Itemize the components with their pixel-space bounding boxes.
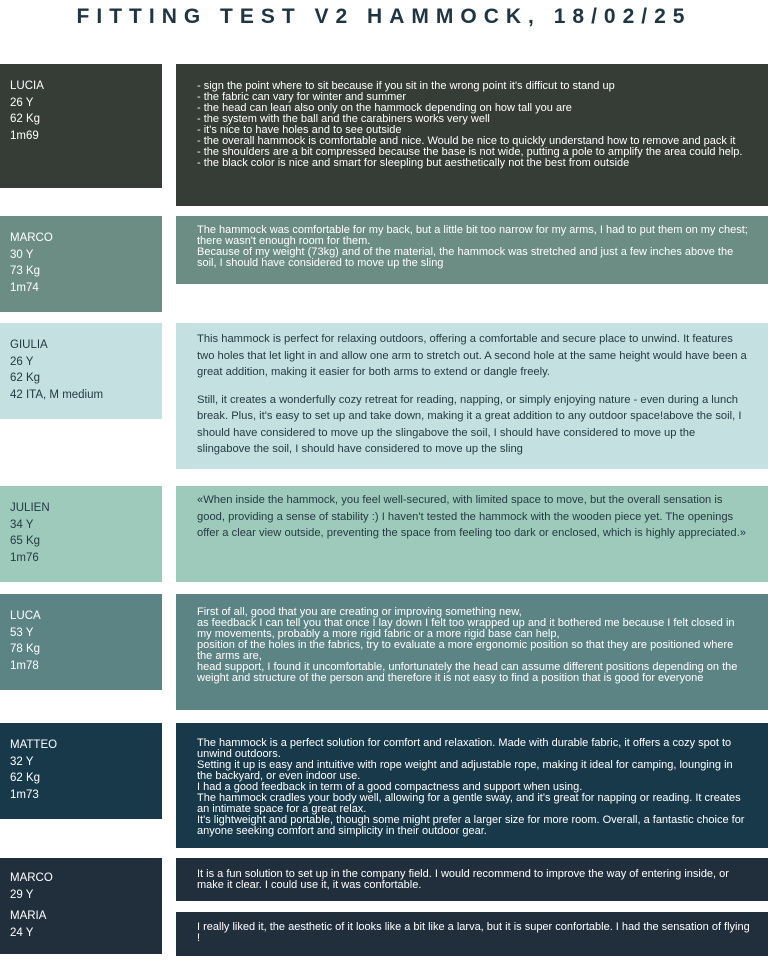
feedback-line: I really liked it, the aesthetic of it looks like a bit like a larva, but it is super confortable. I had the sensation of flying ! [197, 921, 750, 944]
feedback-paragraph: This hammock is perfect for relaxing outdoors, offering a comfortable and secure place to unwind. It features two holes that let light in and allow one arm to stretch out. A second hole at the same height would have been a great addition, making it easier for both arms to extend or dangle freely. [197, 333, 747, 378]
tester-weight: 65 Kg [10, 535, 41, 547]
paragraph-spacer [197, 381, 750, 392]
feedback-paragraph: «When inside the hammock, you feel well-secured, with limited space to move, but the overall sensation is good, providing a sense of stability :) I haven't tested the hammock with the wooden piece yet. The openings offer a clear view outside, preventing the space from feeling too dark or enclosed, which is highly appreciated.» [197, 494, 746, 539]
tester-info-marco-maria [0, 858, 162, 954]
feedback-box-matteo [176, 723, 768, 848]
feedback-box-marco [176, 216, 768, 284]
tester-weight: 62 Kg [10, 113, 41, 125]
feedback-line: Setting it up is easy and intuitive with rope weight and adjustable rope, making it ideal for camping, lounging in the backyard, or even indoor use. [197, 759, 733, 782]
tester-info-julien [0, 486, 162, 582]
tester-size: 42 ITA, M medium [10, 388, 104, 401]
tester-height: 1m73 [10, 788, 39, 801]
tester-age: 29 Y [10, 888, 34, 901]
feedback-line: Because of my weight (73kg) and of the material, the hammock was stretched and just a few inches above the soil, I should have considered to move up the sling [197, 246, 734, 269]
feedback-line: It's lightweight and portable, though some might prefer a larger size for more room. Overall, a fantastic choice for anyone seeking comfort and simplicity in their outdoor gear. [197, 814, 745, 837]
tester-age: 26 Y [10, 355, 34, 368]
feedback-line: - sign the point where to sit because if you sit in the wrong point it's difficut to stand up [197, 80, 615, 92]
tester-age: 32 Y [10, 755, 34, 768]
tester-age: 53 Y [10, 626, 34, 639]
feedback-line: - the shoulders are a bit compressed because the base is not wide, putting a pole to amplify the area could help. [197, 146, 743, 158]
feedback-box-marco-2 [176, 858, 768, 901]
tester-info-matteo [0, 723, 162, 819]
tester-name: LUCIA [10, 80, 44, 92]
feedback-line: - the fabric can vary for winter and summer [197, 91, 407, 103]
tester-name: MARIA [10, 910, 47, 922]
tester-name: MARCO [10, 872, 53, 884]
tester-name: MARCO [10, 232, 53, 244]
tester-info-luca [0, 594, 162, 690]
tester-age: 30 Y [10, 248, 34, 261]
tester-age: 34 Y [10, 518, 34, 531]
tester-weight: 73 Kg [10, 265, 41, 277]
tester-info-giulia [0, 323, 162, 419]
tester-name: LUCA [10, 610, 41, 622]
tester-weight: 78 Kg [10, 643, 41, 655]
feedback-line: position of the holes in the fabrics, try to evaluate a more ergonomic position so that they are positioned where the arms are, [197, 639, 734, 662]
tester-height: 1m69 [10, 129, 39, 142]
tester-age: 24 Y [10, 926, 34, 939]
feedback-line: as feedback I can tell you that once I lay down I felt too wrapped up and it bothered me because I felt closed in my movements, probably a more rigid fabric or a more rigid base can help, [197, 617, 735, 640]
tester-info-marco [0, 216, 162, 312]
tester-name: JULIEN [10, 502, 50, 514]
feedback-line: - it's nice to have holes and to see outside [197, 124, 402, 136]
tester-height: 1m76 [10, 551, 39, 564]
tester-age: 26 Y [10, 96, 34, 109]
feedback-line: First of all, good that you are creating or improving something new, [197, 606, 522, 618]
feedback-line: The hammock cradles your body well, allowing for a gentle sway, and it's great for napping or reading. It creates an intimate space for a great relax. [197, 792, 741, 815]
feedback-line: - the head can lean also only on the hammock depending on how tall you are [197, 102, 572, 114]
feedback-box-luca [176, 594, 768, 710]
tester-weight: 62 Kg [10, 772, 41, 784]
feedback-box-maria [176, 912, 768, 956]
feedback-line: - the black color is nice and smart for sleepling but aesthetically not the best from outside [197, 157, 630, 169]
feedback-box-giulia [176, 323, 768, 469]
tester-height: 1m74 [10, 281, 39, 294]
tester-weight: 62 Kg [10, 372, 41, 384]
tester-height: 1m78 [10, 659, 39, 672]
feedback-line: I had a good feedback in term of a good compactness and support when using. [197, 781, 583, 793]
tester-info-lucia [0, 64, 162, 188]
tester-name: MATTEO [10, 739, 58, 751]
feedback-box-lucia [176, 64, 768, 206]
feedback-line: head support, I found it uncomfortable, unfortunately the head can assume different positions depending on the weight and structure of the person and therefore it is not easy to find a position that is good for everyone [197, 661, 738, 684]
feedback-line: - the system with the ball and the carabiners works very well [197, 113, 490, 125]
feedback-line: - the overall hammock is comfortable and nice. Would be nice to quickly understand how to remove and pack it [197, 135, 736, 147]
tester-name: GIULIA [10, 339, 48, 351]
feedback-line: It is a fun solution to set up in the company field. I would recommend to improve the way of entering inside, or make it clear. I could use it, it was confortable. [197, 868, 729, 891]
feedback-line: The hammock is a perfect solution for comfort and relaxation. Made with durable fabric, it offers a cozy spot to unwind outdoors. [197, 737, 732, 760]
page-title: FITTING TEST V2 HAMMOCK, 18/02/25 [76, 5, 692, 28]
feedback-line: The hammock was comfortable for my back, but a little bit too narrow for my arms, I had to put them on my chest; there wasn't enough room for them. [197, 224, 748, 247]
feedback-box-julien [176, 486, 768, 582]
feedback-paragraph: Still, it creates a wonderfully cozy retreat for reading, napping, or simply enjoying nature - even during a lunch break. Plus, it's easy to set up and take down, making it a great addition to any outdoor space!above the soil, I should have considered to move up the slingabove the soil, I should have considered to move up the slingabove the soil, I should have considered to move up the sling [197, 393, 742, 455]
